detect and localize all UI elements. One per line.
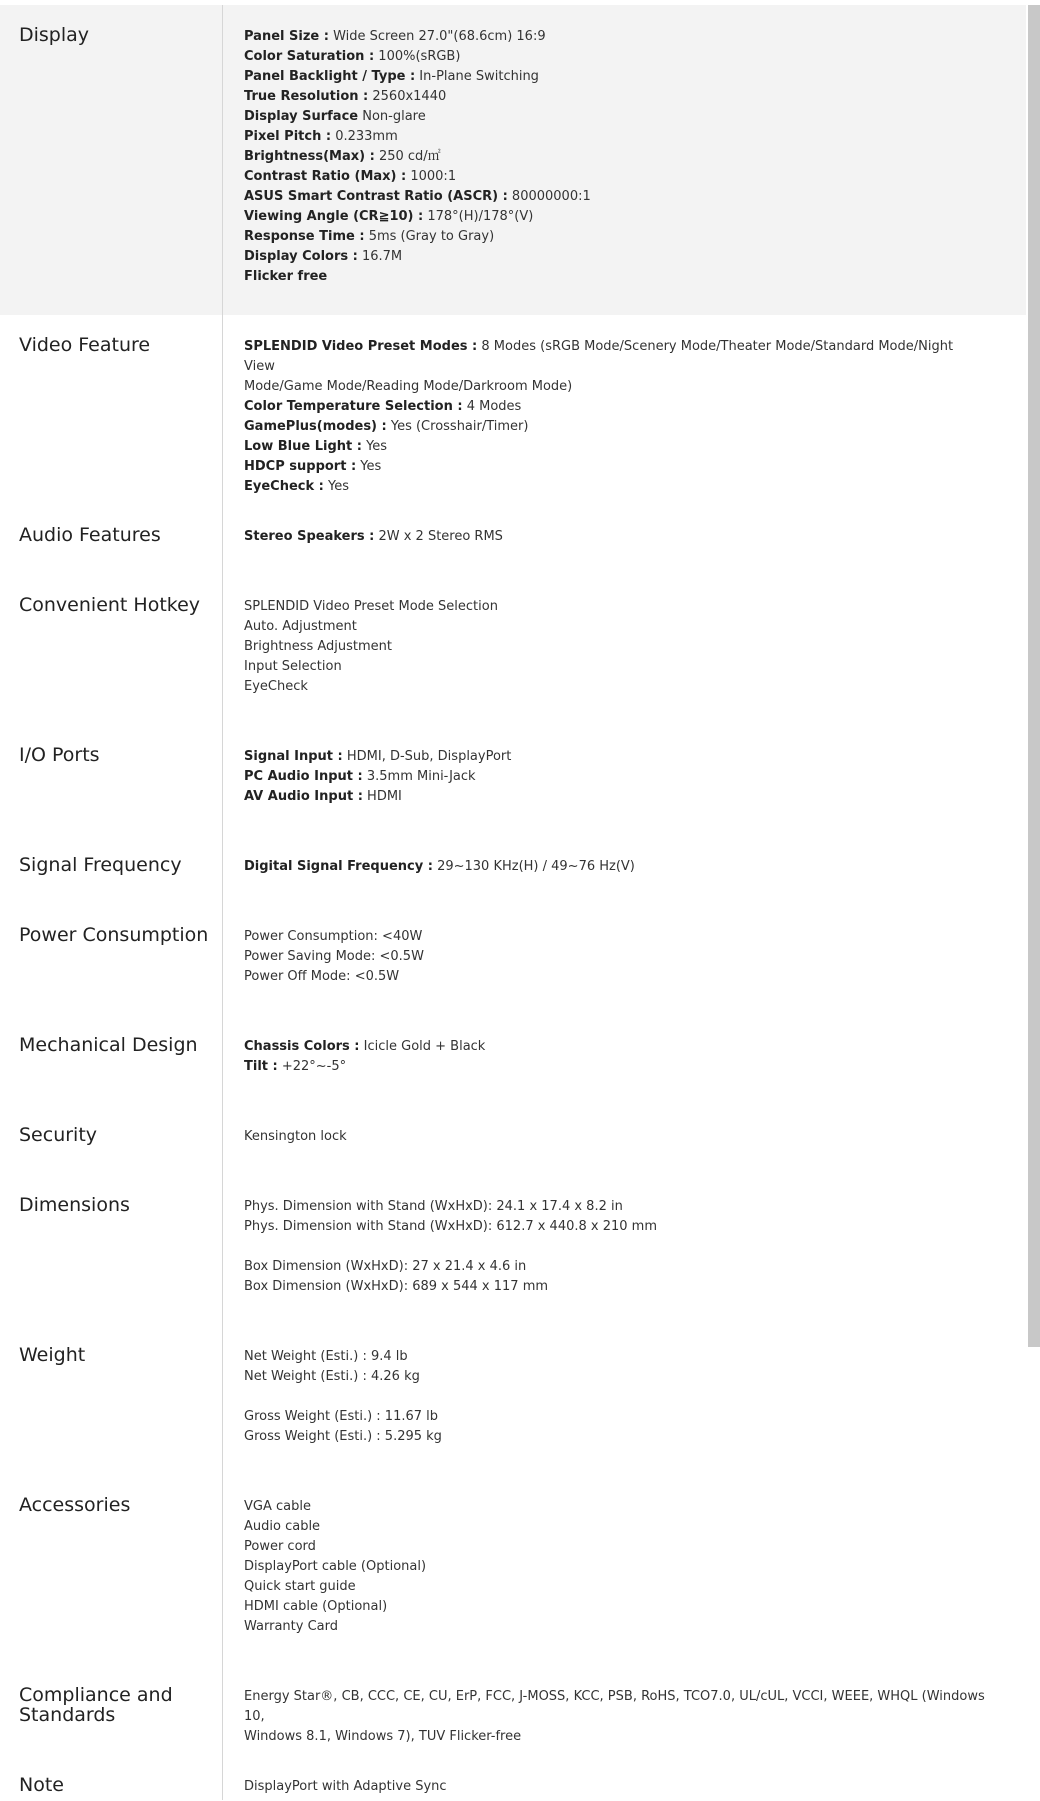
spec-line-key: Chassis Colors : — [244, 1039, 360, 1054]
spec-line-key: PC Audio Input : — [244, 769, 363, 784]
spec-line-value: Mode/Game Mode/Reading Mode/Darkroom Mode) — [244, 379, 573, 394]
spec-line-key: Digital Signal Frequency : — [244, 859, 433, 874]
spec-line-value: Wide Screen 27.0"(68.6cm) 16:9 — [328, 29, 546, 44]
spec-value-weight — [223, 1325, 1026, 1475]
spec-line-value: 250 cd/㎡ — [374, 149, 441, 164]
spec-line-value: Yes — [361, 439, 388, 454]
spec-label-compliance-standards: Compliance and Standards — [0, 1665, 223, 1755]
spec-line-value: 8 Modes (sRGB Mode/Scenery Mode/Theater Mode/Standard Mode/Night View — [244, 339, 954, 374]
spec-line — [244, 107, 986, 127]
spec-line — [244, 247, 986, 267]
spec-line-value: Input Selection — [244, 659, 342, 674]
spec-line-spacer — [244, 1387, 986, 1407]
spec-line-value: 80000000:1 — [507, 189, 591, 204]
spec-line — [244, 1427, 986, 1447]
spec-line-value: VGA cable — [244, 1499, 311, 1514]
spec-line — [244, 1127, 986, 1147]
spec-line — [244, 767, 986, 787]
spec-table — [0, 5, 1026, 1800]
spec-line-value: Power cord — [244, 1539, 316, 1554]
spec-line-value: Power Saving Mode: <0.5W — [244, 949, 424, 964]
spec-label-display: Display — [0, 5, 223, 315]
spec-line — [244, 1037, 986, 1057]
spec-value-audio-features — [223, 505, 1026, 575]
spec-label-weight: Weight — [0, 1325, 223, 1475]
spec-label-security: Security — [0, 1105, 223, 1175]
spec-label-dimensions: Dimensions — [0, 1175, 223, 1325]
spec-label-power-consumption: Power Consumption — [0, 905, 223, 1015]
spec-line-value: Box Dimension (WxHxD): 689 x 544 x 117 mm — [244, 1279, 549, 1294]
spec-line — [244, 127, 986, 147]
spec-line-value: Phys. Dimension with Stand (WxHxD): 612.7 x 440.8 x 210 mm — [244, 1219, 657, 1234]
spec-line-value: Brightness Adjustment — [244, 639, 393, 654]
spec-row-dimensions — [0, 1175, 1026, 1325]
spec-line — [244, 527, 986, 547]
spec-line-value: 1000:1 — [406, 169, 457, 184]
spec-label-signal-frequency: Signal Frequency — [0, 835, 223, 905]
spec-line — [244, 927, 986, 947]
spec-line-value: Net Weight (Esti.) : 4.26 kg — [244, 1369, 420, 1384]
spec-line — [244, 657, 986, 677]
spec-line-value: Quick start guide — [244, 1579, 356, 1594]
spec-line — [244, 167, 986, 187]
spec-row-note — [0, 1755, 1026, 1800]
spec-line-key: Tilt : — [244, 1059, 278, 1074]
spec-line-value: Net Weight (Esti.) : 9.4 lb — [244, 1349, 408, 1364]
spec-line — [244, 397, 986, 417]
spec-line — [244, 1497, 986, 1517]
spec-value-video-feature — [223, 315, 1026, 505]
spec-line — [244, 1727, 986, 1747]
spec-line-key: Viewing Angle (CR≧10) : — [244, 209, 424, 224]
spec-line-key: Response Time : — [244, 229, 365, 244]
spec-line-value: Gross Weight (Esti.) : 5.295 kg — [244, 1429, 442, 1444]
spec-row-accessories — [0, 1475, 1026, 1665]
spec-line-key: SPLENDID Video Preset Modes : — [244, 339, 478, 354]
spec-row-io-ports — [0, 725, 1026, 835]
spec-value-io-ports — [223, 725, 1026, 835]
spec-line — [244, 227, 986, 247]
spec-line — [244, 47, 986, 67]
spec-line-key: Contrast Ratio (Max) : — [244, 169, 407, 184]
spec-value-signal-frequency — [223, 835, 1026, 905]
spec-line-value: 2560x1440 — [368, 89, 447, 104]
spec-line-value: Windows 8.1, Windows 7), TUV Flicker-free — [244, 1729, 522, 1744]
spec-line — [244, 857, 986, 877]
spec-label-convenient-hotkey: Convenient Hotkey — [0, 575, 223, 725]
spec-line-key: HDCP support : — [244, 459, 357, 474]
spec-line-value: +22°~-5° — [277, 1059, 347, 1074]
scrollbar-thumb[interactable] — [1028, 5, 1040, 1347]
spec-line — [244, 637, 986, 657]
spec-line-spacer — [244, 1237, 986, 1257]
spec-value-compliance-standards — [223, 1665, 1026, 1755]
spec-line-value: Box Dimension (WxHxD): 27 x 21.4 x 4.6 in — [244, 1259, 527, 1274]
spec-line — [244, 1407, 986, 1427]
spec-line-value: In-Plane Switching — [415, 69, 539, 84]
spec-line-key: Pixel Pitch : — [244, 129, 332, 144]
spec-line-key: Display Surface — [244, 109, 359, 124]
spec-line-value: Yes — [356, 459, 382, 474]
spec-line-key: True Resolution : — [244, 89, 369, 104]
spec-line — [244, 1367, 986, 1387]
spec-line-value: 3.5mm Mini-Jack — [362, 769, 476, 784]
spec-line — [244, 187, 986, 207]
spec-line-value: 2W x 2 Stereo RMS — [374, 529, 503, 544]
spec-line — [244, 597, 986, 617]
spec-line-key: Display Colors : — [244, 249, 358, 264]
spec-line-value: Energy Star®, CB, CCC, CE, CU, ErP, FCC, J-MOSS, KCC, PSB, RoHS, TCO7.0, UL/cUL, VCCI, WEEE, WHQL (Windows 10, — [244, 1689, 985, 1724]
spec-row-power-consumption — [0, 905, 1026, 1015]
spec-line-value: HDMI — [362, 789, 402, 804]
spec-line-key: Flicker free — [244, 269, 328, 284]
spec-line — [244, 67, 986, 87]
spec-line — [244, 457, 986, 477]
spec-line — [244, 1347, 986, 1367]
spec-row-display — [0, 5, 1026, 315]
spec-line-key: GamePlus(modes) : — [244, 419, 387, 434]
spec-line-value: 5ms (Gray to Gray) — [364, 229, 495, 244]
spec-line-value: Power Off Mode: <0.5W — [244, 969, 400, 984]
spec-value-power-consumption — [223, 905, 1026, 1015]
spec-line — [244, 1517, 986, 1537]
spec-line-key: Color Temperature Selection : — [244, 399, 463, 414]
spec-line — [244, 87, 986, 107]
spec-line — [244, 1537, 986, 1557]
spec-value-convenient-hotkey — [223, 575, 1026, 725]
spec-label-audio-features: Audio Features — [0, 505, 223, 575]
spec-line-value: Warranty Card — [244, 1619, 338, 1634]
spec-line-value: Gross Weight (Esti.) : 11.67 lb — [244, 1409, 439, 1424]
spec-line — [244, 1277, 986, 1297]
spec-line — [244, 617, 986, 637]
spec-line-value: Audio cable — [244, 1519, 321, 1534]
spec-label-mechanical-design: Mechanical Design — [0, 1015, 223, 1105]
spec-line — [244, 1197, 986, 1217]
spec-line — [244, 27, 986, 47]
spec-line-value: DisplayPort with Adaptive Sync — [244, 1779, 447, 1794]
spec-line — [244, 967, 986, 987]
spec-line-value: Power Consumption: <40W — [244, 929, 423, 944]
spec-row-video-feature — [0, 315, 1026, 505]
spec-line — [244, 207, 986, 227]
spec-value-dimensions — [223, 1175, 1026, 1325]
spec-line-key: EyeCheck : — [244, 479, 324, 494]
spec-line — [244, 437, 986, 457]
spec-label-accessories: Accessories — [0, 1475, 223, 1665]
spec-line-value: 178°(H)/178°(V) — [423, 209, 534, 224]
spec-line — [244, 147, 986, 167]
spec-line-key: Brightness(Max) : — [244, 149, 375, 164]
spec-value-accessories — [223, 1475, 1026, 1665]
spec-value-mechanical-design — [223, 1015, 1026, 1105]
spec-line-value: Non-glare — [358, 109, 426, 124]
spec-line — [244, 677, 986, 697]
spec-row-audio-features — [0, 505, 1026, 575]
spec-line — [244, 1217, 986, 1237]
spec-line-value: 29~130 KHz(H) / 49~76 Hz(V) — [432, 859, 635, 874]
spec-line-value: 100%(sRGB) — [374, 49, 461, 64]
spec-line — [244, 1257, 986, 1277]
spec-label-video-feature: Video Feature — [0, 315, 223, 505]
spec-line — [244, 787, 986, 807]
spec-line — [244, 947, 986, 967]
spec-line-key: Signal Input : — [244, 749, 343, 764]
spec-line — [244, 1557, 986, 1577]
spec-value-display — [223, 5, 1026, 315]
spec-value-security — [223, 1105, 1026, 1175]
spec-value-note — [223, 1755, 1026, 1800]
spec-line — [244, 1597, 986, 1617]
spec-line-value: 4 Modes — [462, 399, 522, 414]
spec-line-key: Stereo Speakers : — [244, 529, 375, 544]
spec-line-key: Panel Size : — [244, 29, 329, 44]
spec-line — [244, 1617, 986, 1637]
spec-line-value: 0.233mm — [331, 129, 398, 144]
spec-line-value: Yes — [323, 479, 349, 494]
spec-line-value: DisplayPort cable (Optional) — [244, 1559, 427, 1574]
spec-line-key: Color Saturation : — [244, 49, 375, 64]
spec-line-value: Icicle Gold + Black — [359, 1039, 486, 1054]
spec-line-key: ASUS Smart Contrast Ratio (ASCR) : — [244, 189, 508, 204]
spec-line-key: Panel Backlight / Type : — [244, 69, 416, 84]
spec-line — [244, 417, 986, 437]
spec-line-value: SPLENDID Video Preset Mode Selection — [244, 599, 498, 614]
spec-line-value: Auto. Adjustment — [244, 619, 357, 634]
spec-row-weight — [0, 1325, 1026, 1475]
spec-row-security — [0, 1105, 1026, 1175]
spec-line — [244, 337, 986, 377]
spec-row-mechanical-design — [0, 1015, 1026, 1105]
spec-line-value: HDMI cable (Optional) — [244, 1599, 388, 1614]
vertical-scrollbar[interactable] — [1028, 0, 1040, 1801]
spec-label-io-ports: I/O Ports — [0, 725, 223, 835]
spec-line — [244, 1057, 986, 1077]
spec-line — [244, 1777, 986, 1797]
spec-line-key: Low Blue Light : — [244, 439, 362, 454]
spec-line — [244, 1687, 986, 1727]
spec-row-compliance-standards — [0, 1665, 1026, 1755]
spec-line-value: EyeCheck — [244, 679, 308, 694]
spec-label-note: Note — [0, 1755, 223, 1800]
spec-line-value: Yes (Crosshair/Timer) — [386, 419, 529, 434]
spec-row-convenient-hotkey — [0, 575, 1026, 725]
spec-line — [244, 377, 986, 397]
spec-line-value: Kensington lock — [244, 1129, 347, 1144]
spec-line-value: 16.7M — [357, 249, 403, 264]
spec-line — [244, 477, 986, 497]
spec-line-value: Phys. Dimension with Stand (WxHxD): 24.1 x 17.4 x 8.2 in — [244, 1199, 623, 1214]
spec-line — [244, 1577, 986, 1597]
spec-line-value: HDMI, D-Sub, DisplayPort — [342, 749, 512, 764]
spec-line — [244, 267, 986, 287]
spec-line — [244, 747, 986, 767]
spec-line-key: AV Audio Input : — [244, 789, 363, 804]
spec-row-signal-frequency — [0, 835, 1026, 905]
